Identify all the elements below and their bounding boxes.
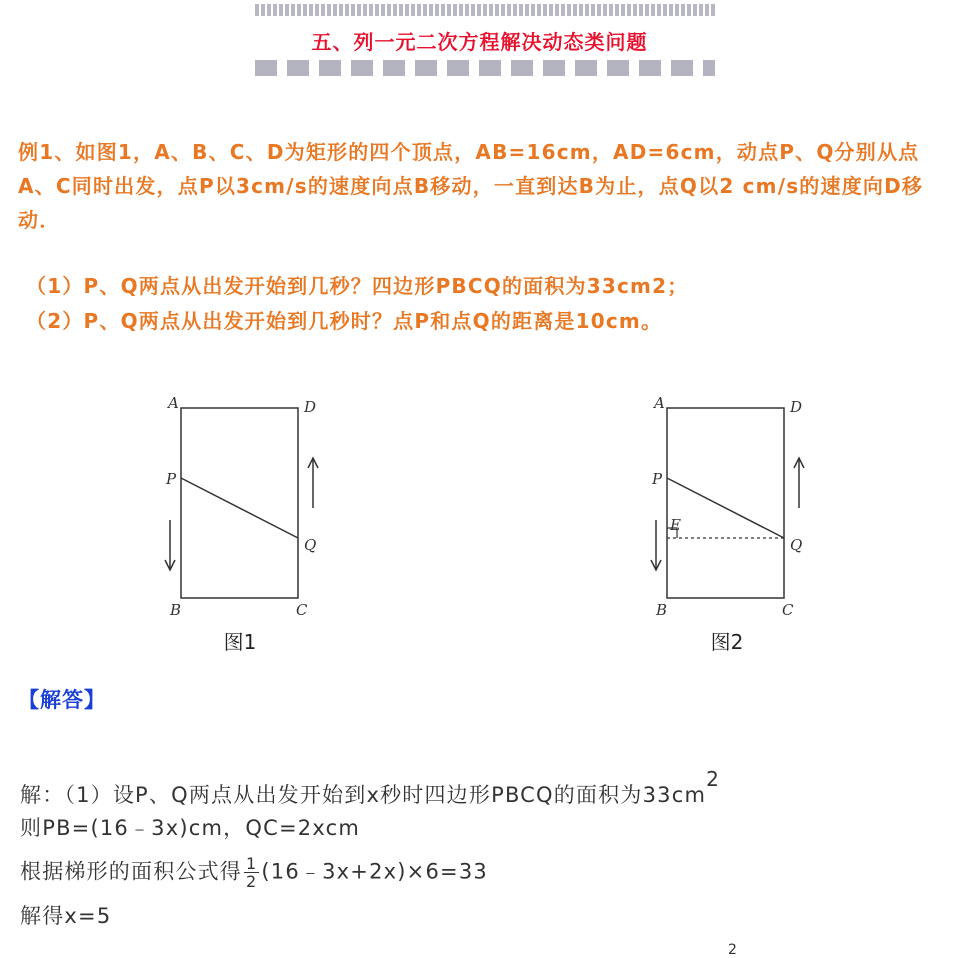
figure-1-diagram: [158, 390, 338, 622]
label-d: D: [790, 398, 803, 416]
solution-line-1-text: 解：（1）设P、Q两点从出发开始到x秒时四边形PBCQ的面积为33cm: [20, 783, 707, 807]
segment-pq: [667, 478, 784, 538]
solution-line-3-prefix: 根据梯形的面积公式得: [20, 859, 242, 884]
figure-2-diagram: [644, 390, 824, 622]
label-b: B: [656, 601, 668, 619]
rectangle-abcd: [667, 408, 784, 598]
figure-2-caption: 图2: [710, 630, 744, 654]
fraction-numerator: 1: [246, 854, 258, 873]
label-c: C: [782, 601, 794, 619]
solution-line-3-suffix: (16﹣3x+2x)×6=33: [261, 859, 488, 884]
rectangle-abcd: [181, 408, 298, 598]
label-q: Q: [790, 536, 803, 554]
arrow-down-icon: [651, 520, 661, 570]
solution-line-4: 解得x=5: [20, 904, 112, 928]
section-title: 五、列一元二次方程解决动态类问题: [311, 30, 648, 54]
label-a: A: [654, 394, 665, 412]
decorative-bar-bottom: [255, 60, 715, 76]
label-c: C: [296, 601, 308, 619]
cut-off-superscript: 2: [728, 942, 737, 958]
superscript-2: 2: [706, 767, 721, 791]
question-2: （2）P、Q两点从出发开始到几秒时？点P和点Q的距离是10cm。: [26, 309, 663, 333]
solution-line-1: [20, 767, 721, 809]
fraction-denominator: 2: [246, 872, 258, 891]
solution-line-2: 则PB=(16﹣3x)cm，QC=2xcm: [20, 816, 360, 840]
label-p: P: [166, 470, 177, 488]
arrow-down-icon: [165, 520, 175, 570]
arrow-up-icon: [308, 458, 318, 508]
decorative-bar-top: [255, 4, 715, 16]
label-a: A: [168, 394, 179, 412]
arrow-up-icon: [794, 458, 804, 508]
segment-pq: [181, 478, 298, 538]
label-p: P: [652, 470, 663, 488]
label-e: E: [670, 516, 681, 534]
answer-heading: 【解答】: [18, 688, 106, 712]
problem-statement: 例1、如图1，A、B、C、D为矩形的四个顶点，AB=16cm，AD=6cm，动点P、Q分别从点A、C同时出发，点P以3cm/s的速度向点B移动，一直到达B为止，点Q以2 cm/s的速度向D移动．: [18, 140, 924, 232]
solution-line-3: [20, 855, 488, 890]
label-q: Q: [304, 536, 317, 554]
figure-1-caption: 图1: [223, 630, 257, 654]
label-b: B: [170, 601, 182, 619]
question-1: （1）P、Q两点从出发开始到几秒？四边形PBCQ的面积为33cm2；: [26, 274, 689, 298]
fraction-one-half: [244, 855, 259, 890]
label-d: D: [304, 398, 317, 416]
